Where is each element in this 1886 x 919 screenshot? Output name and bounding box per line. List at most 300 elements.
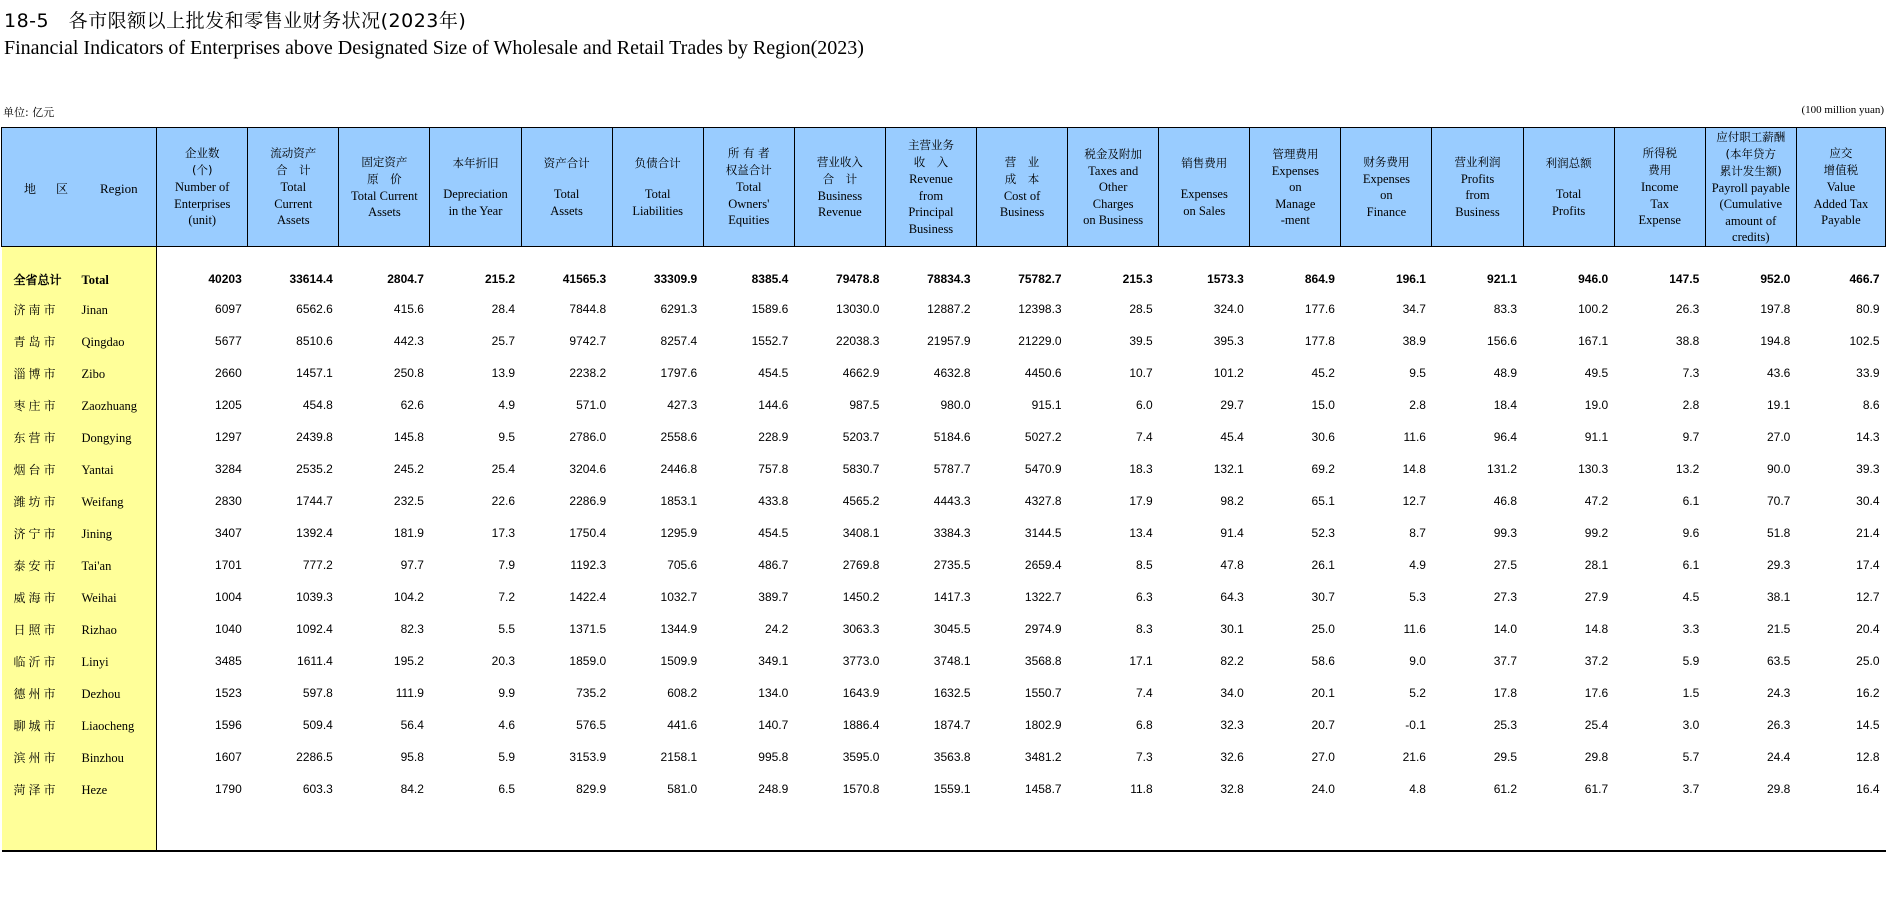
region-name-cn: 全省总计 <box>13 272 62 287</box>
value-cell: 34.7 <box>1402 302 1426 316</box>
value-cell: 47.2 <box>1584 494 1609 508</box>
region-name-en: Dongying <box>81 430 132 445</box>
region-name-cn: 泰安市 <box>13 558 59 573</box>
value-cell: 415.6 <box>393 302 424 316</box>
header-col-0 <box>157 128 248 247</box>
value-cell: 1392.4 <box>296 526 333 540</box>
value-cell: 134.0 <box>758 686 789 700</box>
header-col-cn: 资产合计 <box>543 156 590 170</box>
value-cell: 5.9 <box>1682 654 1700 668</box>
value-cell: 20.1 <box>1311 686 1335 700</box>
region-name-cn: 威海市 <box>13 590 59 605</box>
region-cell <box>2 357 157 389</box>
value-cell: 757.8 <box>758 462 789 476</box>
header-col-cn: 应付职工薪酬 (本年贷方 累计发生额) <box>1716 129 1786 178</box>
value-cell: 91.1 <box>1584 430 1609 444</box>
value-cell: 8510.6 <box>296 334 333 348</box>
header-col-en: Taxes and Other Charges on Business <box>1083 163 1144 227</box>
value-cell: 12.8 <box>1856 750 1880 764</box>
value-cell: 197.8 <box>1760 302 1791 316</box>
value-cell: 1744.7 <box>296 494 333 508</box>
value-cell: 12.7 <box>1856 590 1880 604</box>
header-col-11 <box>1159 128 1250 247</box>
value-cell: 5203.7 <box>842 430 880 444</box>
header-col-12 <box>1250 128 1341 247</box>
value-cell: 64.3 <box>1220 590 1244 604</box>
table-row <box>2 517 1886 549</box>
value-cell: 581.0 <box>667 782 698 796</box>
value-cell: 52.3 <box>1311 526 1335 540</box>
value-cell: 102.5 <box>1849 334 1880 348</box>
value-cell: 1.5 <box>1682 686 1700 700</box>
value-cell: 18.3 <box>1129 462 1153 476</box>
value-cell: 250.8 <box>393 366 424 380</box>
value-cell: 3748.1 <box>933 654 971 668</box>
header-col-en: Total Profits <box>1551 187 1586 218</box>
header-col-en: Business Revenue <box>817 188 863 219</box>
value-cell: 2830 <box>215 494 242 508</box>
value-cell: 1607 <box>215 750 242 764</box>
region-name-en: Qingdao <box>81 334 125 349</box>
value-cell: 2286.9 <box>569 494 607 508</box>
region-name-en: Total <box>81 272 109 287</box>
table-body <box>2 247 1886 852</box>
value-cell: 62.6 <box>400 398 424 412</box>
header-col-cn: 固定资产 原 价 <box>361 154 408 186</box>
value-cell: 215.2 <box>485 272 516 286</box>
value-cell: 144.6 <box>758 398 789 412</box>
value-cell: 232.5 <box>393 494 424 508</box>
value-cell: 156.6 <box>1487 334 1518 348</box>
value-cell: 2735.5 <box>933 558 971 572</box>
header-col-en: Expenses on Sales <box>1180 187 1228 218</box>
value-cell: 45.2 <box>1311 366 1335 380</box>
header-col-2 <box>339 128 430 247</box>
value-cell: 145.8 <box>393 430 424 444</box>
value-cell: 29.8 <box>1766 782 1791 796</box>
value-cell: 70.7 <box>1766 494 1791 508</box>
value-cell: 75782.7 <box>1018 272 1062 286</box>
region-name-cn: 聊城市 <box>13 718 59 733</box>
value-cell: 17.4 <box>1856 558 1880 572</box>
value-cell: 61.7 <box>1584 782 1609 796</box>
header-col-cn: 财务费用 <box>1363 154 1410 169</box>
value-cell: 2659.4 <box>1024 558 1062 572</box>
value-cell: 8.3 <box>1136 622 1153 636</box>
table-row <box>2 485 1886 517</box>
value-cell: 1523 <box>215 686 242 700</box>
header-col-en: Total Liabilities <box>632 187 684 218</box>
value-cell: 8.6 <box>1862 398 1880 412</box>
value-cell: 2535.2 <box>296 462 333 476</box>
value-cell: 6291.3 <box>660 302 698 316</box>
value-cell: 30.7 <box>1311 590 1335 604</box>
value-cell: 37.7 <box>1493 654 1518 668</box>
value-cell: 395.3 <box>1213 334 1244 348</box>
value-cell: 5.3 <box>1409 590 1426 604</box>
value-cell: 39.5 <box>1129 334 1153 348</box>
value-cell: 3153.9 <box>569 750 607 764</box>
header-col-en: Income Tax Expense <box>1638 180 1681 228</box>
value-cell: 38.1 <box>1766 590 1791 604</box>
value-cell: 131.2 <box>1487 462 1518 476</box>
header-col-en: Profits from Business <box>1455 171 1500 219</box>
region-cell <box>2 293 157 325</box>
value-cell: 829.9 <box>576 782 607 796</box>
region-name-en: Zibo <box>81 366 106 381</box>
value-cell: 1450.2 <box>842 590 880 604</box>
value-cell: 33614.4 <box>289 272 333 286</box>
value-cell: 389.7 <box>758 590 789 604</box>
value-cell: 946.0 <box>1578 272 1609 286</box>
value-cell: 10.7 <box>1129 366 1153 380</box>
region-cell <box>2 741 157 773</box>
value-cell: 99.3 <box>1493 526 1518 540</box>
value-cell: 100.2 <box>1578 302 1609 316</box>
header-col-cn: 营 业 成 本 <box>1004 154 1040 186</box>
value-cell: 24.4 <box>1766 750 1791 764</box>
region-name-cn: 滨州市 <box>13 750 59 765</box>
value-cell: 1570.8 <box>842 782 880 796</box>
value-cell: 777.2 <box>302 558 333 572</box>
value-cell: 30.4 <box>1856 494 1880 508</box>
value-cell: 21.4 <box>1856 526 1880 540</box>
header-col-cn: 税金及附加 <box>1084 146 1142 161</box>
value-cell: 7.4 <box>1136 686 1153 700</box>
region-name-cn: 菏泽市 <box>13 782 59 797</box>
value-cell: 147.5 <box>1669 272 1700 286</box>
value-cell: 1295.9 <box>660 526 698 540</box>
value-cell: 9.7 <box>1682 430 1700 444</box>
header-region-en: Region <box>100 180 138 196</box>
value-cell: 181.9 <box>393 526 424 540</box>
value-cell: 735.2 <box>576 686 607 700</box>
region-cell <box>2 325 157 357</box>
value-cell: 1750.4 <box>569 526 607 540</box>
value-cell: 4.6 <box>498 718 516 732</box>
value-cell: 22.6 <box>491 494 516 508</box>
value-cell: 43.6 <box>1766 366 1791 380</box>
value-cell: 7844.8 <box>569 302 607 316</box>
region-cell <box>2 389 157 421</box>
value-cell: 6.1 <box>1682 494 1700 508</box>
value-cell: 248.9 <box>758 782 789 796</box>
value-cell: 3284 <box>215 462 242 476</box>
value-cell: 1040 <box>215 622 242 636</box>
value-cell: 4.9 <box>1409 558 1426 572</box>
region-name-cn: 日照市 <box>13 622 59 637</box>
value-cell: 2804.7 <box>387 272 424 286</box>
value-cell: 1371.5 <box>569 622 607 636</box>
value-cell: 22038.3 <box>836 334 880 348</box>
value-cell: 17.1 <box>1129 654 1153 668</box>
value-cell: 2769.8 <box>842 558 880 572</box>
value-cell: 6.1 <box>1682 558 1700 572</box>
value-cell: 29.8 <box>1584 750 1609 764</box>
value-cell: 61.2 <box>1493 782 1518 796</box>
header-col-cn: 应交 增值税 <box>1823 146 1859 178</box>
header-col-cn: 营业利润 <box>1454 154 1501 169</box>
value-cell: 3063.3 <box>842 622 880 636</box>
value-cell: 21229.0 <box>1018 334 1062 348</box>
value-cell: 21957.9 <box>927 334 971 348</box>
value-cell: 4.8 <box>1409 782 1426 796</box>
region-name-en: Jinan <box>81 302 108 317</box>
value-cell: 6.0 <box>1136 398 1153 412</box>
header-col-en: Total Current Assets <box>274 180 313 228</box>
page-title-cn: 18-5 各市限额以上批发和零售业财务状况(2023年) <box>4 10 467 32</box>
value-cell: 18.4 <box>1493 398 1518 412</box>
header-col-en: Total Assets <box>550 187 583 218</box>
value-cell: 1632.5 <box>933 686 971 700</box>
value-cell: 454.8 <box>302 398 333 412</box>
value-cell: 1550.7 <box>1024 686 1062 700</box>
region-name-en: Tai'an <box>81 558 112 573</box>
value-cell: 1802.9 <box>1024 718 1062 732</box>
value-cell: 1039.3 <box>296 590 333 604</box>
value-cell: 95.8 <box>400 750 424 764</box>
value-cell: 1205 <box>215 398 242 412</box>
value-cell: 97.7 <box>400 558 424 572</box>
header-col-en: Payroll payable (Cumulative amount of credits) <box>1711 180 1790 244</box>
region-name-cn: 济宁市 <box>13 526 59 541</box>
value-cell: 111.9 <box>395 686 424 700</box>
value-cell: 1643.9 <box>842 686 880 700</box>
header-col-cn: 销售费用 <box>1181 156 1228 170</box>
value-cell: 1004 <box>215 590 242 604</box>
value-cell: 195.2 <box>393 654 424 668</box>
region-cell <box>2 677 157 709</box>
header-col-8 <box>885 128 976 247</box>
value-cell: 14.8 <box>1584 622 1609 636</box>
value-cell: 34.0 <box>1220 686 1244 700</box>
value-cell: 2660 <box>215 366 242 380</box>
value-cell: 5.2 <box>1409 686 1426 700</box>
value-cell: 8.5 <box>1136 558 1153 572</box>
value-cell: 4632.8 <box>933 366 971 380</box>
table-row <box>2 357 1886 389</box>
value-cell: 25.4 <box>491 462 516 476</box>
page-title-en: Financial Indicators of Enterprises above Designated Size of Wholesale and Retail Trades by Region(2023) <box>4 37 864 59</box>
value-cell: 6562.6 <box>296 302 333 316</box>
region-name-en: Yantai <box>81 462 114 477</box>
value-cell: 4.9 <box>498 398 516 412</box>
value-cell: 51.8 <box>1766 526 1791 540</box>
value-cell: 104.2 <box>393 590 424 604</box>
region-name-cn: 东营市 <box>13 430 59 445</box>
value-cell: 5.5 <box>498 622 516 636</box>
value-cell: 6.3 <box>1136 590 1153 604</box>
value-cell: 509.4 <box>302 718 333 732</box>
value-cell: 597.8 <box>302 686 333 700</box>
value-cell: 82.2 <box>1220 654 1244 668</box>
value-cell: 177.6 <box>1304 302 1335 316</box>
table-row <box>2 677 1886 709</box>
value-cell: 27.0 <box>1311 750 1335 764</box>
value-cell: 7.9 <box>498 558 516 572</box>
value-cell: 48.9 <box>1493 366 1518 380</box>
value-cell: 46.8 <box>1493 494 1518 508</box>
value-cell: 27.3 <box>1493 590 1518 604</box>
value-cell: 26.3 <box>1766 718 1791 732</box>
value-cell: 4450.6 <box>1024 366 1062 380</box>
value-cell: 2786.0 <box>569 430 607 444</box>
region-cell <box>2 581 157 613</box>
value-cell: 2.8 <box>1409 398 1426 412</box>
header-col-cn: 所 有 者 权益合计 <box>725 146 772 178</box>
header-col-en: Number of Enterprises (unit) <box>174 180 231 228</box>
region-name-en: Heze <box>81 782 108 797</box>
value-cell: 167.1 <box>1578 334 1609 348</box>
value-cell: 3384.3 <box>933 526 971 540</box>
value-cell: 980.0 <box>940 398 971 412</box>
financial-table-container <box>1 127 1886 852</box>
value-cell: 63.5 <box>1766 654 1791 668</box>
value-cell: 705.6 <box>667 558 698 572</box>
value-cell: 4662.9 <box>842 366 880 380</box>
value-cell: 2238.2 <box>569 366 607 380</box>
value-cell: 17.9 <box>1129 494 1153 508</box>
value-cell: 9.5 <box>498 430 516 444</box>
value-cell: 1322.7 <box>1024 590 1062 604</box>
value-cell: 49.5 <box>1584 366 1609 380</box>
value-cell: 79478.8 <box>836 272 880 286</box>
value-cell: 571.0 <box>576 398 607 412</box>
value-cell: 1032.7 <box>660 590 698 604</box>
value-cell: 6097 <box>215 302 242 316</box>
value-cell: 14.3 <box>1856 430 1880 444</box>
value-cell: 19.1 <box>1766 398 1791 412</box>
value-cell: 576.5 <box>576 718 607 732</box>
value-cell: 8257.4 <box>660 334 698 348</box>
value-cell: 14.5 <box>1856 718 1880 732</box>
value-cell: 486.7 <box>758 558 789 572</box>
table-row <box>2 549 1886 581</box>
value-cell: 194.8 <box>1760 334 1791 348</box>
value-cell: 5.9 <box>498 750 516 764</box>
header-col-1 <box>248 128 339 247</box>
value-cell: 27.0 <box>1766 430 1791 444</box>
value-cell: 69.2 <box>1311 462 1335 476</box>
value-cell: 1874.7 <box>933 718 971 732</box>
value-cell: 8385.4 <box>751 272 789 286</box>
header-col-cn: 利润总额 <box>1545 156 1592 170</box>
value-cell: 6.5 <box>498 782 516 796</box>
value-cell: 90.0 <box>1766 462 1791 476</box>
region-cell <box>2 645 157 677</box>
value-cell: 20.7 <box>1311 718 1335 732</box>
value-cell: 987.5 <box>849 398 880 412</box>
value-cell: 16.2 <box>1856 686 1880 700</box>
region-name-cn: 潍坊市 <box>13 494 59 509</box>
header-col-15 <box>1523 128 1614 247</box>
value-cell: 324.0 <box>1213 302 1244 316</box>
value-cell: 3204.6 <box>569 462 607 476</box>
region-cell <box>2 247 157 294</box>
value-cell: 26.1 <box>1311 558 1335 572</box>
value-cell: 45.4 <box>1220 430 1244 444</box>
value-cell: 24.0 <box>1311 782 1335 796</box>
region-name-cn: 枣庄市 <box>13 398 59 413</box>
value-cell: 16.4 <box>1856 782 1880 796</box>
value-cell: 29.7 <box>1220 398 1244 412</box>
region-cell <box>2 453 157 485</box>
value-cell: 28.4 <box>491 302 516 316</box>
table-row <box>2 453 1886 485</box>
value-cell: 25.7 <box>491 334 516 348</box>
header-col-cn: 企业数 (个) <box>184 146 220 178</box>
value-cell: 5787.7 <box>933 462 971 476</box>
value-cell: 1092.4 <box>296 622 333 636</box>
value-cell: 1457.1 <box>296 366 333 380</box>
value-cell: 98.2 <box>1220 494 1244 508</box>
header-col-en: Total Current Assets <box>350 188 418 219</box>
value-cell: 3595.0 <box>842 750 880 764</box>
value-cell: 5677 <box>215 334 242 348</box>
value-cell: 1344.9 <box>660 622 698 636</box>
table-row <box>2 389 1886 421</box>
value-cell: 1297 <box>215 430 242 444</box>
region-cell <box>2 773 157 805</box>
region-name-cn: 淄博市 <box>13 366 59 381</box>
value-cell: 32.6 <box>1220 750 1244 764</box>
value-cell: 29.5 <box>1493 750 1518 764</box>
header-col-en: Cost of Business <box>999 188 1045 219</box>
value-cell: 83.3 <box>1493 302 1518 316</box>
region-cell <box>2 421 157 453</box>
header-col-en: Value Added Tax Payable <box>1813 180 1869 228</box>
value-cell: 1596 <box>215 718 242 732</box>
value-cell: 29.3 <box>1766 558 1791 572</box>
value-cell: 1589.6 <box>751 302 789 316</box>
value-cell: 3.0 <box>1682 718 1700 732</box>
value-cell: 14.0 <box>1493 622 1518 636</box>
financial-table <box>1 127 1886 852</box>
region-name-en: Rizhao <box>81 622 117 637</box>
value-cell: 39.3 <box>1856 462 1880 476</box>
header-col-cn: 负债合计 <box>634 156 681 170</box>
value-cell: 441.6 <box>667 718 698 732</box>
value-cell: 32.8 <box>1220 782 1244 796</box>
value-cell: 1611.4 <box>297 654 333 668</box>
value-cell: 13030.0 <box>836 302 880 316</box>
value-cell: 11.8 <box>1130 782 1153 796</box>
value-cell: 3407 <box>215 526 242 540</box>
value-cell: 603.3 <box>302 782 333 796</box>
value-cell: 41565.3 <box>562 272 607 286</box>
value-cell: -0.1 <box>1405 718 1426 732</box>
value-cell: 1192.3 <box>570 558 607 572</box>
header-row <box>2 128 1886 247</box>
value-cell: 864.9 <box>1304 272 1335 286</box>
value-cell: 1417.3 <box>933 590 971 604</box>
value-cell: 2558.6 <box>660 430 698 444</box>
value-cell: 9742.7 <box>569 334 607 348</box>
value-cell: 84.2 <box>400 782 424 796</box>
value-cell: 1573.3 <box>1207 272 1244 286</box>
value-cell: 3.3 <box>1682 622 1700 636</box>
header-col-16 <box>1614 128 1705 247</box>
value-cell: 215.3 <box>1122 272 1153 286</box>
value-cell: 427.3 <box>667 398 698 412</box>
region-name-cn: 青岛市 <box>13 334 59 349</box>
value-cell: 1552.7 <box>751 334 789 348</box>
value-cell: 28.5 <box>1129 302 1153 316</box>
value-cell: 78834.3 <box>927 272 971 286</box>
value-cell: 7.4 <box>1136 430 1153 444</box>
value-cell: 33.9 <box>1856 366 1880 380</box>
table-header <box>2 128 1886 247</box>
